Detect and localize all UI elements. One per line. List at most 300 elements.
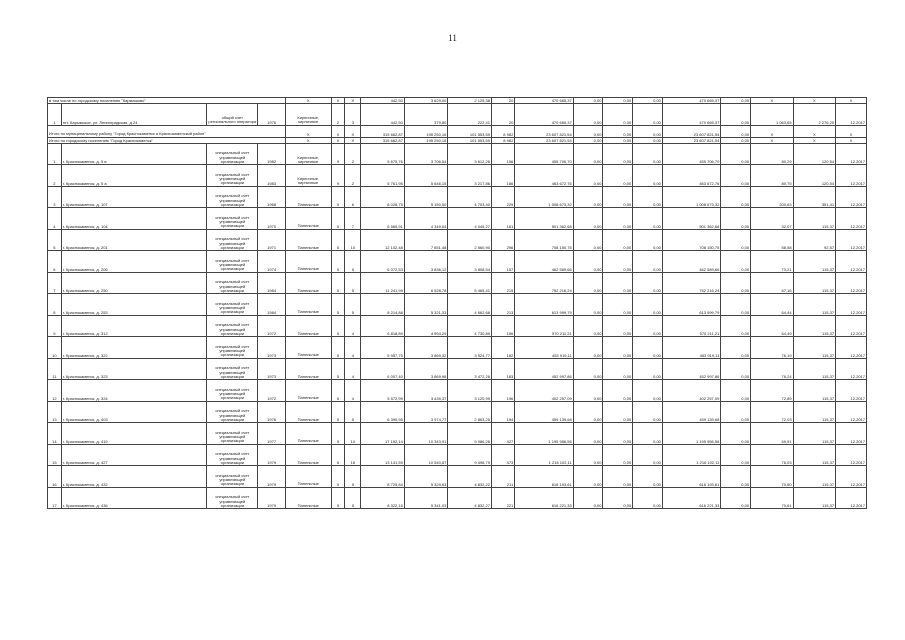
cell-material: Панельные	[285, 487, 331, 509]
cell-year: 1972	[258, 315, 286, 337]
cell-material: Панельные	[285, 251, 331, 273]
cell-completion-date: 12.2017	[836, 165, 867, 187]
cell-cost-local: 0,00	[633, 337, 663, 359]
cell-residents: 186	[491, 165, 514, 187]
cell-limit-cost: 92,57	[793, 229, 835, 251]
cell-completion-date: 12.2017	[836, 423, 867, 445]
cell-address: г. Краснокаменск, д. 322	[61, 337, 207, 359]
cell-completion-date: 12.2017	[836, 186, 867, 208]
cell-unit-cost: 200,63	[751, 186, 793, 208]
cell-area-premises: 379,80	[404, 104, 448, 126]
cell-residents: 8 982	[491, 137, 514, 143]
cell-cost-local: 0,00	[633, 165, 663, 187]
cell-unit-cost: 58,58	[751, 229, 793, 251]
cell-cost-owners: 570 211,21	[662, 315, 720, 337]
cell-material: Панельные	[285, 358, 331, 380]
cell-total-area: 5 761,95	[361, 165, 405, 187]
cell-cost-federal: 0,00	[573, 165, 603, 187]
cell-cost-owners: 470 665,37	[662, 104, 720, 126]
cell-year: 1982	[258, 143, 286, 165]
cell-cost-owners: 613 999,79	[662, 294, 720, 316]
cell-cost-regional: 0,00	[603, 251, 633, 273]
cell-material: Панельные	[285, 208, 331, 230]
cell-cost-federal: 0,00	[573, 337, 603, 359]
cell-completion-date: 12.2017	[836, 104, 867, 126]
cell-unit-cost: 80,29	[751, 143, 793, 165]
cell-material: Панельные	[285, 401, 331, 423]
cell-number: 8	[48, 294, 62, 316]
cell-area-residential: 222,41	[448, 104, 492, 126]
cell-floors: 2	[331, 104, 345, 126]
cell-unit-cost: 76,19	[751, 337, 793, 359]
cell-total-area: 6 560,91	[361, 208, 405, 230]
x-cell: X	[836, 137, 867, 143]
cell-completion-date: 12.2017	[836, 337, 867, 359]
cell-floors: 5	[331, 401, 345, 423]
cell-floors: 5	[331, 229, 345, 251]
cell-cost-owners: 463 672,76	[662, 165, 720, 187]
cell-cost-regional: 0,00	[603, 423, 633, 445]
cell-area-residential: 101 553,59	[448, 137, 492, 143]
cell-cost-other: 0,00	[721, 104, 751, 126]
table-row	[48, 272, 867, 294]
cell-entrances: 10	[345, 423, 361, 445]
table-row	[48, 104, 867, 126]
cell-entrances: 2	[345, 165, 361, 187]
cell-number: 4	[48, 208, 62, 230]
cell-year: 1979	[258, 466, 286, 488]
cell-unit-cost: 72,03	[751, 401, 793, 423]
cell-completion-date: 12.2017	[836, 401, 867, 423]
cell-area-premises: 10 540,87	[404, 444, 448, 466]
cell-floors: 5	[331, 358, 345, 380]
cell-floors: 5	[331, 294, 345, 316]
cell-year: 1983	[258, 165, 286, 187]
subtotal-label: Итого по городскому поселению "Город Краснокаменск"	[48, 137, 286, 143]
cell-area-premises: 5 150,50	[404, 186, 448, 208]
cell-year: 1973	[258, 358, 286, 380]
cell-entrances: 2	[345, 143, 361, 165]
cell-total-area: 6 072,53	[361, 251, 405, 273]
cell-residents: 196	[491, 380, 514, 402]
cell-entrances: 4	[345, 358, 361, 380]
cell-owner: специальный счет управляющей организации	[207, 487, 258, 509]
cell-total-area: 8 725,84	[361, 466, 405, 488]
x-cell: X	[285, 125, 331, 137]
table-row	[48, 186, 867, 208]
cell-completion-date: 12.2017	[836, 380, 867, 402]
cell-entrances: 7	[345, 208, 361, 230]
x-cell: X	[285, 137, 331, 143]
cell-area-premises: 5 646,15	[404, 165, 448, 187]
cell-address: пгт. Карымское, ул. Ленинградская, д.24	[61, 104, 207, 126]
cell-cost-federal: 0,00	[573, 125, 603, 137]
cell-cost-total: 616 193,61	[515, 466, 573, 488]
cell-residents: 196	[491, 315, 514, 337]
cell-cost-regional: 0,00	[603, 337, 633, 359]
cell-number: 15	[48, 444, 62, 466]
cell-residents: 20	[491, 104, 514, 126]
cell-address: г. Краснокаменск, д. 427	[61, 444, 207, 466]
x-cell: X	[836, 125, 867, 137]
cell-number: 12	[48, 380, 62, 402]
cell-cost-other: 0,00	[721, 186, 751, 208]
cell-limit-cost: 115,37	[793, 272, 835, 294]
cell-floors: 9	[331, 143, 345, 165]
cell-limit-cost: 115,37	[793, 466, 835, 488]
cell-cost-owners: 708 150,75	[662, 229, 720, 251]
cell-material: Панельные	[285, 315, 331, 337]
cell-cost-regional: 0,00	[603, 104, 633, 126]
cell-cost-total: 23 607 821,54	[515, 137, 573, 143]
cell-cost-federal: 0,00	[573, 251, 603, 273]
cell-cost-other: 0,00	[721, 165, 751, 187]
cell-cost-local: 0,00	[633, 137, 663, 143]
cell-cost-owners: 616 221,33	[662, 487, 720, 509]
cell-cost-owners: 23 607 821,54	[662, 125, 720, 137]
cell-total-area: 8 322,16	[361, 487, 405, 509]
cell-year: 1984	[258, 272, 286, 294]
table-row	[48, 208, 867, 230]
table-row	[48, 337, 867, 359]
cell-limit-cost: 120,54	[793, 143, 835, 165]
cell-owner: специальный счет управляющей организации	[207, 380, 258, 402]
cell-cost-regional: 0,00	[603, 401, 633, 423]
cell-unit-cost: 70,60	[751, 466, 793, 488]
cell-residents: 194	[491, 401, 514, 423]
cell-limit-cost: 115,37	[793, 487, 835, 509]
cell-year: 1973	[258, 337, 286, 359]
cell-area-residential: 9 498,79	[448, 444, 492, 466]
cell-number: 5	[48, 229, 62, 251]
x-cell: X	[331, 98, 345, 104]
cell-area-residential: 5 465,41	[448, 272, 492, 294]
cell-cost-total: 453 919,11	[515, 337, 573, 359]
cell-year: 1984	[258, 294, 286, 316]
cell-cost-regional: 0,00	[603, 143, 633, 165]
cell-address: г. Краснокаменск, д. 5 а	[61, 165, 207, 187]
table-row	[48, 444, 867, 466]
cell-area-premises: 3 836,12	[404, 251, 448, 273]
cell-area-premises: 7 651,48	[404, 229, 448, 251]
cell-year: 1974	[258, 251, 286, 273]
cell-entrances: 4	[345, 337, 361, 359]
cell-cost-total: 470 665,37	[515, 104, 573, 126]
cell-completion-date: 12.2017	[836, 444, 867, 466]
cell-limit-cost: 115,37	[793, 251, 835, 273]
cell-cost-owners: 455 706,70	[662, 143, 720, 165]
cell-cost-local: 0,00	[633, 208, 663, 230]
cell-cost-local: 0,00	[633, 423, 663, 445]
cell-cost-local: 0,00	[633, 125, 663, 137]
cell-unit-cost: 32,07	[751, 208, 793, 230]
cell-limit-cost: 2 276,25	[793, 104, 835, 126]
cell-cost-regional: 0,00	[603, 315, 633, 337]
cell-area-premises: 3 869,32	[404, 337, 448, 359]
cell-residents: 8 982	[491, 125, 514, 137]
cell-number: 13	[48, 401, 62, 423]
cell-cost-owners: 1 216 102,11	[662, 444, 720, 466]
cell-material: Панельные	[285, 294, 331, 316]
x-cell: X	[793, 137, 835, 143]
cell-cost-local: 0,00	[633, 251, 663, 273]
cell-cost-federal: 0,00	[573, 315, 603, 337]
cell-material: Панельные	[285, 186, 331, 208]
cell-floors: 5	[331, 487, 345, 509]
cell-cost-federal: 0,00	[573, 104, 603, 126]
cell-floors: 5	[331, 444, 345, 466]
cell-cost-total: 463 672,76	[515, 165, 573, 187]
cell-completion-date: 12.2017	[836, 487, 867, 509]
cell-cost-total: 708 150,75	[515, 229, 573, 251]
cell-entrances: 4	[345, 315, 361, 337]
cell-owner: специальный счет управляющей организации	[207, 294, 258, 316]
cell-limit-cost: 120,54	[793, 165, 835, 187]
cell-entrances: 6	[345, 186, 361, 208]
cell-number: 3	[48, 186, 62, 208]
cell-residents: 213	[491, 294, 514, 316]
cell-completion-date: 12.2017	[836, 466, 867, 488]
x-cell: X	[751, 125, 793, 137]
cell-address: г. Краснокаменск, д. 253	[61, 294, 207, 316]
cell-cost-federal: 0,00	[573, 208, 603, 230]
cell-unit-cost: 72,89	[751, 380, 793, 402]
cell-cost-total: 616 221,33	[515, 487, 573, 509]
cell-address: г. Краснокаменск, д. 104	[61, 208, 207, 230]
cell-cost-total: 455 706,70	[515, 143, 573, 165]
cell-number: 10	[48, 337, 62, 359]
cell-cost-regional: 0,00	[603, 487, 633, 509]
cell-cost-regional: 0,00	[603, 294, 633, 316]
cell-residents: 296	[491, 229, 514, 251]
cell-limit-cost: 351,41	[793, 186, 835, 208]
cell-total-area: 442,50	[361, 98, 405, 104]
cell-area-residential: 3 612,26	[448, 143, 492, 165]
cell-completion-date: 12.2017	[836, 143, 867, 165]
cell-unit-cost: 67,16	[751, 272, 793, 294]
cell-cost-regional: 0,00	[603, 125, 633, 137]
table-row	[48, 315, 867, 337]
cell-limit-cost: 115,37	[793, 208, 835, 230]
cell-residents: 229	[491, 186, 514, 208]
cell-cost-other: 0,00	[721, 401, 751, 423]
cell-address: г. Краснокаменск, д. 324	[61, 380, 207, 402]
cell-owner: специальный счет управляющей организации	[207, 466, 258, 488]
cell-owner: специальный счет управляющей организации	[207, 251, 258, 273]
cell-cost-regional: 0,00	[603, 229, 633, 251]
cell-entrances: 10	[345, 229, 361, 251]
cell-owner: общий счет регионального оператора	[207, 104, 258, 126]
cell-material: Панельные	[285, 380, 331, 402]
table-row	[48, 487, 867, 509]
cell-floors: 5	[331, 380, 345, 402]
cell-area-residential: 2 863,25	[448, 401, 492, 423]
cell-year: 1976	[258, 401, 286, 423]
cell-cost-federal: 0,00	[573, 272, 603, 294]
cell-area-residential: 3 472,26	[448, 358, 492, 380]
cell-cost-total: 501 362,68	[515, 208, 573, 230]
cell-owner: специальный счет управляющей организации	[207, 272, 258, 294]
cell-cost-local: 0,00	[633, 272, 663, 294]
cell-address: г. Краснокаменск, д. 432	[61, 466, 207, 488]
cell-cost-total: 1 216 102,11	[515, 444, 573, 466]
cell-cost-regional: 0,00	[603, 137, 633, 143]
cell-cost-federal: 0,00	[573, 294, 603, 316]
cell-cost-regional: 0,00	[603, 466, 633, 488]
cell-floors: 5	[331, 186, 345, 208]
cell-year: 1972	[258, 380, 286, 402]
cell-cost-total: 402 257,09	[515, 380, 573, 402]
cell-total-area: 12 102,48	[361, 229, 405, 251]
cell-cost-federal: 0,00	[573, 186, 603, 208]
cell-limit-cost: 115,37	[793, 337, 835, 359]
cell-cost-other: 0,00	[721, 143, 751, 165]
table-row	[48, 401, 867, 423]
cell-address: г. Краснокаменск, д. 201	[61, 229, 207, 251]
cell-total-area: 6 007,40	[361, 358, 405, 380]
cell-cost-total: 1 195 956,56	[515, 423, 573, 445]
cell-cost-owners: 1 008 673,32	[662, 186, 720, 208]
cell-area-premises: 3 706,54	[404, 143, 448, 165]
cell-cost-owners: 752 216,24	[662, 272, 720, 294]
cell-unit-cost: 76,24	[751, 358, 793, 380]
cell-number: 1	[48, 104, 62, 126]
cell-unit-cost: 64,49	[751, 315, 793, 337]
cell-entrances: 5	[345, 272, 361, 294]
cell-area-premises: 5 329,63	[404, 466, 448, 488]
cell-cost-local: 0,00	[633, 186, 663, 208]
cell-cost-local: 0,00	[633, 358, 663, 380]
cell-cost-total: 23 607 821,54	[515, 125, 573, 137]
cell-area-residential: 9 086,26	[448, 423, 492, 445]
cell-cost-local: 0,00	[633, 444, 663, 466]
cell-year: 1976	[258, 104, 286, 126]
x-cell: X	[331, 125, 345, 137]
cell-number: 6	[48, 251, 62, 273]
cell-area-premises: 10 343,91	[404, 423, 448, 445]
cell-floors: 5	[331, 272, 345, 294]
cell-number: 17	[48, 487, 62, 509]
cell-owner: специальный счет управляющей организации	[207, 444, 258, 466]
cell-cost-regional: 0,00	[603, 98, 633, 104]
cell-area-residential: 3 217,86	[448, 165, 492, 187]
cell-area-premises: 3 869,98	[404, 358, 448, 380]
cell-address: г. Краснокаменск, д. 312	[61, 315, 207, 337]
cell-year: 1970	[258, 208, 286, 230]
cell-cost-regional: 0,00	[603, 186, 633, 208]
cell-completion-date: 12.2017	[836, 272, 867, 294]
x-cell: X	[345, 125, 361, 137]
cell-total-area: 5 675,76	[361, 143, 405, 165]
cell-area-residential: 3 524,77	[448, 337, 492, 359]
table-row	[48, 423, 867, 445]
cell-cost-regional: 0,00	[603, 208, 633, 230]
cell-area-premises: 6 528,78	[404, 272, 448, 294]
cell-cost-regional: 0,00	[603, 358, 633, 380]
cell-cost-federal: 0,00	[573, 401, 603, 423]
cell-material: Панельные	[285, 229, 331, 251]
cell-total-area: 17 192,14	[361, 423, 405, 445]
cell-number: 9	[48, 315, 62, 337]
cell-residents: 473	[491, 444, 514, 466]
cell-cost-regional: 0,00	[603, 380, 633, 402]
cell-cost-federal: 0,00	[573, 98, 603, 104]
cell-completion-date: 12.2017	[836, 251, 867, 273]
cell-cost-total: 752 216,24	[515, 272, 573, 294]
cell-floors: 5	[331, 315, 345, 337]
cell-material: Панельные	[285, 444, 331, 466]
cell-cost-federal: 0,00	[573, 143, 603, 165]
cell-cost-other: 0,00	[721, 380, 751, 402]
cell-limit-cost: 115,37	[793, 423, 835, 445]
cell-cost-owners: 501 362,68	[662, 208, 720, 230]
cell-cost-owners: 452 997,86	[662, 358, 720, 380]
cell-cost-owners: 462 589,66	[662, 251, 720, 273]
cell-cost-local: 0,00	[633, 104, 663, 126]
cell-entrances: 5	[345, 251, 361, 273]
cell-area-residential: 3 120,99	[448, 380, 492, 402]
cell-cost-other: 0,00	[721, 337, 751, 359]
cell-total-area: 6 818,89	[361, 315, 405, 337]
cell-residents: 221	[491, 487, 514, 509]
cell-area-premises: 5 321,33	[404, 294, 448, 316]
cell-limit-cost: 115,37	[793, 380, 835, 402]
cell-material: Панельные	[285, 423, 331, 445]
cell-cost-total: 613 999,79	[515, 294, 573, 316]
housing-register-table	[47, 97, 867, 509]
cell-year: 1977	[258, 423, 286, 445]
cell-owner: специальный счет управляющей организации	[207, 358, 258, 380]
cell-material: Панельные	[285, 272, 331, 294]
cell-area-premises: 3 439,37	[404, 380, 448, 402]
cell-cost-local: 0,00	[633, 143, 663, 165]
cell-number: 2	[48, 165, 62, 187]
cell-total-area: 13 141,59	[361, 444, 405, 466]
cell-floors: 5	[331, 337, 345, 359]
cell-owner: специальный счет управляющей организации	[207, 423, 258, 445]
cell-cost-owners: 1 195 956,56	[662, 423, 720, 445]
cell-cost-other: 0,00	[721, 125, 751, 137]
cell-entrances: 3	[345, 104, 361, 126]
cell-cost-federal: 0,00	[573, 358, 603, 380]
cell-unit-cost: 64,44	[751, 294, 793, 316]
subtotal-label: в том числе по городскому поселению "Кармашово"	[48, 98, 286, 104]
cell-cost-federal: 0,00	[573, 229, 603, 251]
cell-total-area: 315 662,87	[361, 125, 405, 137]
table-row	[48, 251, 867, 273]
cell-year: 1971	[258, 229, 286, 251]
cell-cost-other: 0,00	[721, 423, 751, 445]
x-cell: X	[751, 98, 793, 104]
cell-cost-total: 459 139,68	[515, 401, 573, 423]
cell-number: 1	[48, 143, 62, 165]
cell-residents: 157	[491, 251, 514, 273]
cell-entrances: 5	[345, 466, 361, 488]
cell-floors: 5	[331, 466, 345, 488]
cell-area-residential: 4 832,22	[448, 466, 492, 488]
cell-residents: 182	[491, 337, 514, 359]
cell-cost-local: 0,00	[633, 315, 663, 337]
cell-residents: 20	[491, 98, 514, 104]
cell-cost-total: 1 008 673,32	[515, 186, 573, 208]
cell-cost-total: 570 211,21	[515, 315, 573, 337]
cell-area-premises: 4 994,29	[404, 315, 448, 337]
cell-cost-regional: 0,00	[603, 444, 633, 466]
cell-cost-local: 0,00	[633, 380, 663, 402]
cell-owner: специальный счет управляющей организации	[207, 229, 258, 251]
cell-area-premises: 3 974,77	[404, 401, 448, 423]
cell-cost-local: 0,00	[633, 229, 663, 251]
